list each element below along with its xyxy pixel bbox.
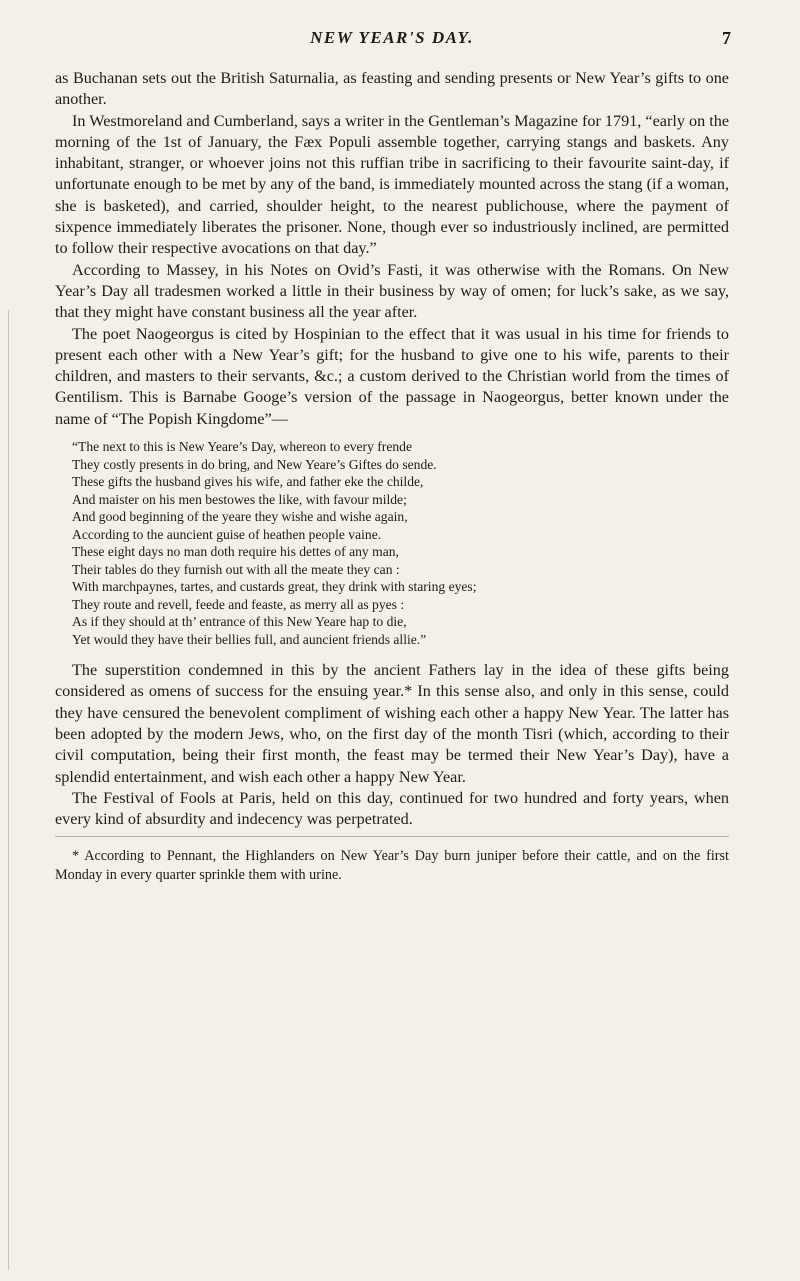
running-head-title: NEW YEAR'S DAY. <box>310 28 474 47</box>
verse-line: Their tables do they furnish out with all the meate they can : <box>72 561 400 577</box>
verse-line: And good beginning of the yeare they wishe and wishe again, <box>72 509 408 525</box>
paragraph-massey: According to Massey, in his Notes on Ovid’s Fasti, it was otherwise with the Romans. On New Year’s Day all tradesmen worked a little in their business by way of omen; for luck’s sake, as we say, that they might have constant business all the year after. <box>55 260 729 322</box>
verse-line: According to the auncient guise of heathen people vaine. <box>72 526 382 542</box>
margin-rule <box>8 310 9 1270</box>
verse-quotation <box>55 438 729 648</box>
verse-line: Yet would they have their bellies full, and auncient friends allie.” <box>72 631 427 647</box>
paragraph-festival-of-fools: The Festival of Fools at Paris, held on this day, continued for two hundred and forty years, when every kind of absurdity and indecency was perpetrated. <box>55 788 729 829</box>
footnote-divider <box>55 836 729 837</box>
paragraph-westmoreland: In Westmoreland and Cumberland, says a writer in the Gentleman’s Magazine for 1791, “early on the morning of the 1st of January, the Fæx Populi assemble together, carrying stangs and baskets. Any inhabitant, stranger, or whoever joins not this ruffian tribe in sacrificing to their favourite saint-day, if unfortunate enough to be met by any of the band, is immediately mounted across the stang (if a woman, she is basketed), and carried, shoulder height, to the nearest publichouse, where the payment of sixpence immediately liberates the prisoner. None, though ever so industriously inclined, are permitted to follow their respective avocations on that day.” <box>55 111 729 258</box>
verse-line: These eight days no man doth require his dettes of any man, <box>72 544 399 560</box>
verse-line: And maister on his men bestowes the like, with favour milde; <box>72 491 407 507</box>
verse-line: They costly presents in do bring, and New Yeare’s Giftes do sende. <box>72 456 437 472</box>
running-head <box>55 28 729 52</box>
main-text <box>55 68 729 884</box>
paragraph-naogeorgus: The poet Naogeorgus is cited by Hospinian to the effect that it was usual in his time for friends to present each other with a New Year’s gift; for the husband to give one to his wife, parents to their children, and masters to their servants, &c.; a custom derived to the Christian world from the times of Gentilism. This is Barnabe Googe’s version of the passage in Naogeorgus, better known under the name of “The Popish Kingdome”— <box>55 324 729 428</box>
verse-line: As if they should at th’ entrance of this New Yeare hap to die, <box>72 614 407 630</box>
paragraph-buchanan: as Buchanan sets out the British Saturnalia, as feasting and sending presents or New Year’s gifts to one another. <box>55 69 729 109</box>
verse-line: These gifts the husband gives his wife, and father eke the childe, <box>72 474 424 490</box>
page-number: 7 <box>722 28 731 48</box>
verse-line: With marchpaynes, tartes, and custards great, they drink with staring eyes; <box>72 579 477 595</box>
paragraph-superstition: The superstition condemned in this by the ancient Fathers lay in the idea of these gifts being considered as omens of success for the ensuing year.* In this sense also, and only in this sense, could they have censured the benevolent compliment of wishing each other a happy New Year. The latter has been adopted by the modern Jews, who, on the first day of the month Tisri (which, according to their civil computation, being their first month, the feast may be termed their New Year’s Day), have a splendid entertainment, and wish each other a happy New Year. <box>55 661 729 786</box>
verse-line: “The next to this is New Yeare’s Day, whereon to every frende <box>72 439 412 455</box>
footnote: * According to Pennant, the Highlanders on New Year’s Day burn juniper before their cattle, and on the first Monday in every quarter sprinkle them with urine. <box>55 848 729 883</box>
verse-line: They route and revell, feede and feaste, as merry all as pyes : <box>72 596 405 612</box>
